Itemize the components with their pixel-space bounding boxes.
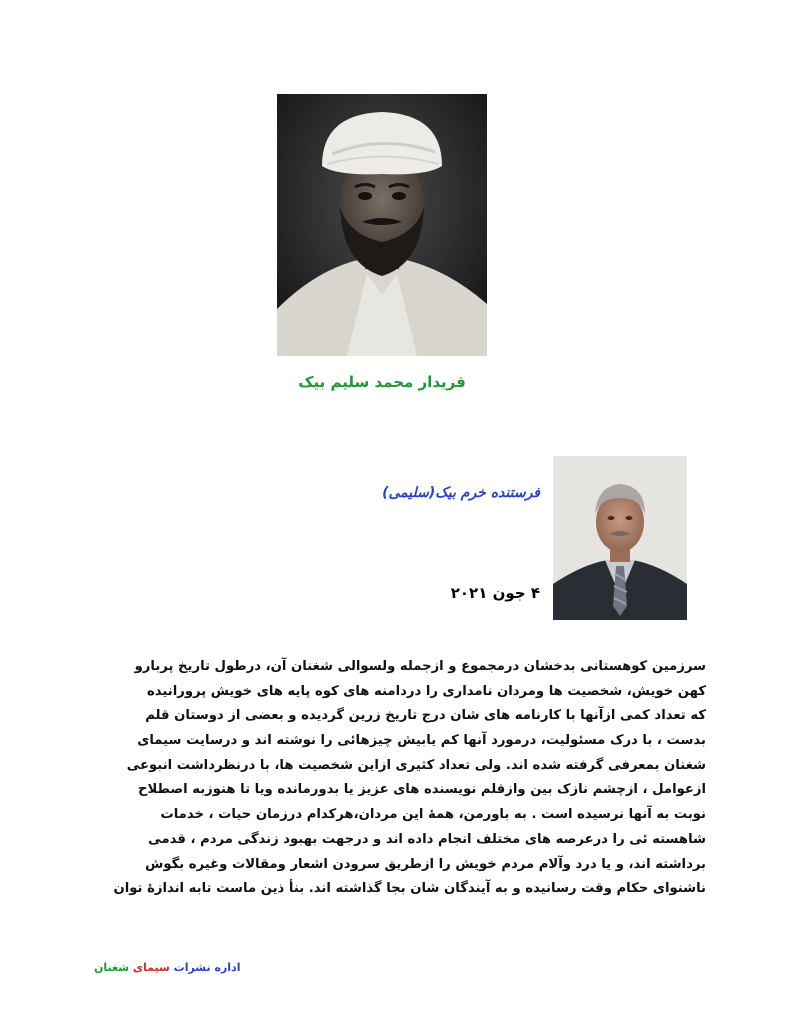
author-portrait-photo — [553, 456, 687, 620]
body-line: شغنان بمعرفی گرفته شده اند. ولی تعداد کثیری ازاین شخصیت ها، با درنظرداشت انبوعی — [126, 757, 706, 773]
portrait-photo-icon — [553, 456, 687, 620]
body-line: شاهسته ئی را درعرصه های مختلف انجام داده اند و درجهت بهبود زندگی مردم ، قدمی — [148, 831, 706, 847]
footer-publisher-label: اداره نشرات — [173, 961, 241, 974]
body-line: نوبت به آنها نرسیده است . به باورمن، همهٔ این مردان،هرکدام درزمان حیات ، خدمات — [160, 807, 706, 823]
body-line: که تعداد کمی ازآنها با کارنامه های شان درج تاریخ زرین گردیده و بعضی از دوستان قلم — [145, 708, 706, 724]
body-line: سرزمین کوهستانی بدخشان درمجموع و ازجمله ولسوالی شغنان آن، درطول تاریخ پربارو — [134, 659, 706, 674]
publisher-footer — [94, 961, 240, 974]
body-line: برداشته اند، و یا درد وآلام مردم خویش را ازطریق سرودن اشعار ومقالات وغیره بگوش — [145, 856, 706, 872]
sender-name: فرستنده خرم بیک(سلیمی) — [382, 485, 540, 501]
portrait-photo-icon — [277, 94, 487, 356]
footer-brand-part1: سیمای — [132, 961, 170, 974]
footer-brand-part2: شغنان — [94, 961, 130, 974]
main-portrait-photo — [277, 94, 487, 356]
body-line: ازعوامل ، ازچشم نازک بین وازقلم نویسنده های عزیز یا بدورمانده ویا تا هنوزبه اصطلاح — [137, 782, 706, 798]
body-line: ناشنوای حکام وقت رسانیده و به آیندگان شان بجا گذاشته اند. بنأ ذین ماست تابه اندازهٔ توان — [113, 881, 706, 897]
article-body — [94, 655, 706, 902]
main-photo-caption: قریدار محمد سلیم بیک — [298, 373, 466, 391]
body-line: کهن خویش، شخصیت ها ومردان نامداری را دردامنه های کوه پایه های خویش پرورانیده — [146, 683, 706, 699]
article-date: ۴ جون ۲۰۲۱ — [450, 584, 540, 602]
body-line: بدست ، با درک مسئولیت، درمورد آنها کم یابیش چیزهائی را نوشته اند و درسایت سیمای — [137, 733, 706, 749]
